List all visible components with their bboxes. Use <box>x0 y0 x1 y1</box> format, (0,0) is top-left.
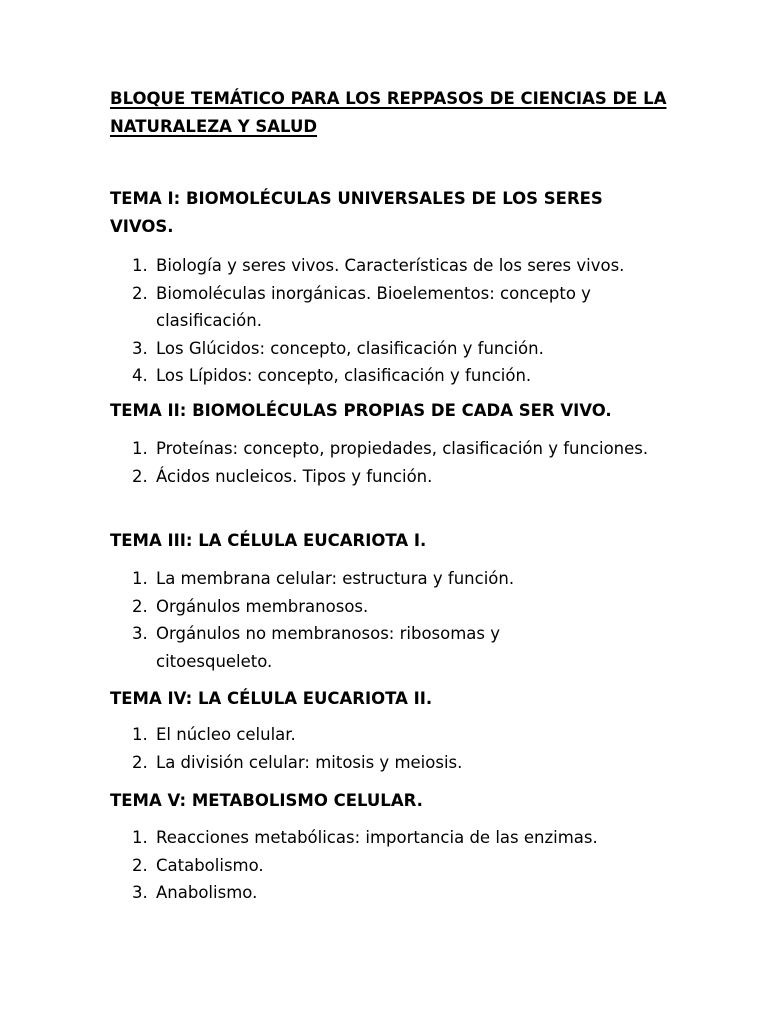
list-item <box>110 620 556 675</box>
list-item <box>110 362 670 390</box>
list-item-number: 2. <box>132 855 148 875</box>
section-heading-tema-4: TEMA IV: LA CÉLULA EUCARIOTA II. <box>110 689 433 708</box>
list-item-number: 1. <box>132 725 148 744</box>
list-item <box>110 280 670 335</box>
list-item-number: 2. <box>132 466 148 486</box>
list-item-text: Proteínas: concepto, propiedades, clasificación y funciones. <box>156 439 649 458</box>
list-item-number: 4. <box>132 366 148 385</box>
list-item <box>110 463 670 491</box>
list-item <box>110 565 670 593</box>
list-item <box>110 824 670 852</box>
list-item-number: 2. <box>132 283 148 303</box>
list-item-number: 3. <box>132 883 148 902</box>
list-item <box>110 852 670 880</box>
list-item-text: Orgánulos no membranosos: ribosomas y citoesqueleto. <box>156 624 501 671</box>
list-item-text: La membrana celular: estructura y función. <box>156 569 515 588</box>
list-item-number: 2. <box>132 752 148 772</box>
list-item-text: El núcleo celular. <box>156 725 296 744</box>
section-list-tema-1 <box>110 252 670 390</box>
section-list-tema-2 <box>110 435 670 490</box>
section-list-tema-5 <box>110 824 670 907</box>
section-heading-tema-2: TEMA II: BIOMOLÉCULAS PROPIAS DE CADA SER VIVO. <box>110 401 612 420</box>
list-item <box>110 879 670 907</box>
list-item-text: Los Glúcidos: concepto, clasificación y función. <box>156 338 544 358</box>
list-item-number: 1. <box>132 439 148 458</box>
section-list-tema-3 <box>110 565 670 675</box>
list-item <box>110 435 670 463</box>
section-heading-tema-5: TEMA V: METABOLISMO CELULAR. <box>110 791 423 810</box>
list-item <box>110 593 670 621</box>
document-title: BLOQUE TEMÁTICO PARA LOS REPPASOS DE CIENCIAS DE LA NATURALEZA Y SALUD <box>110 89 667 136</box>
list-item-number: 3. <box>132 338 148 358</box>
list-item-text: Biología y seres vivos. Características de los seres vivos. <box>156 256 625 275</box>
list-item-text: Reacciones metabólicas: importancia de las enzimas. <box>156 828 598 847</box>
list-item-text: Biomoléculas inorgánicas. Bioelementos: concepto y clasificación. <box>156 283 591 330</box>
list-item-number: 1. <box>132 828 148 847</box>
list-item-text: Orgánulos membranosos. <box>156 596 369 616</box>
list-item <box>110 721 670 749</box>
list-item-text: Ácidos nucleicos. Tipos y función. <box>156 466 433 486</box>
list-item-number: 2. <box>132 596 148 616</box>
list-item <box>110 252 670 280</box>
list-item-text: Anabolismo. <box>156 883 258 902</box>
list-item-text: Catabolismo. <box>156 855 264 875</box>
section-heading-tema-3: TEMA III: LA CÉLULA EUCARIOTA I. <box>110 531 427 550</box>
list-item-text: Los Lípidos: concepto, clasificación y función. <box>156 366 532 385</box>
list-item-number: 1. <box>132 256 148 275</box>
section-heading-tema-1: TEMA I: BIOMOLÉCULAS UNIVERSALES DE LOS SERES VIVOS. <box>110 189 603 236</box>
list-item-number: 3. <box>132 624 148 643</box>
section-list-tema-4 <box>110 721 670 776</box>
list-item-number: 1. <box>132 569 148 588</box>
list-item-text: La división celular: mitosis y meiosis. <box>156 752 463 772</box>
list-item <box>110 335 670 363</box>
list-item <box>110 749 670 777</box>
